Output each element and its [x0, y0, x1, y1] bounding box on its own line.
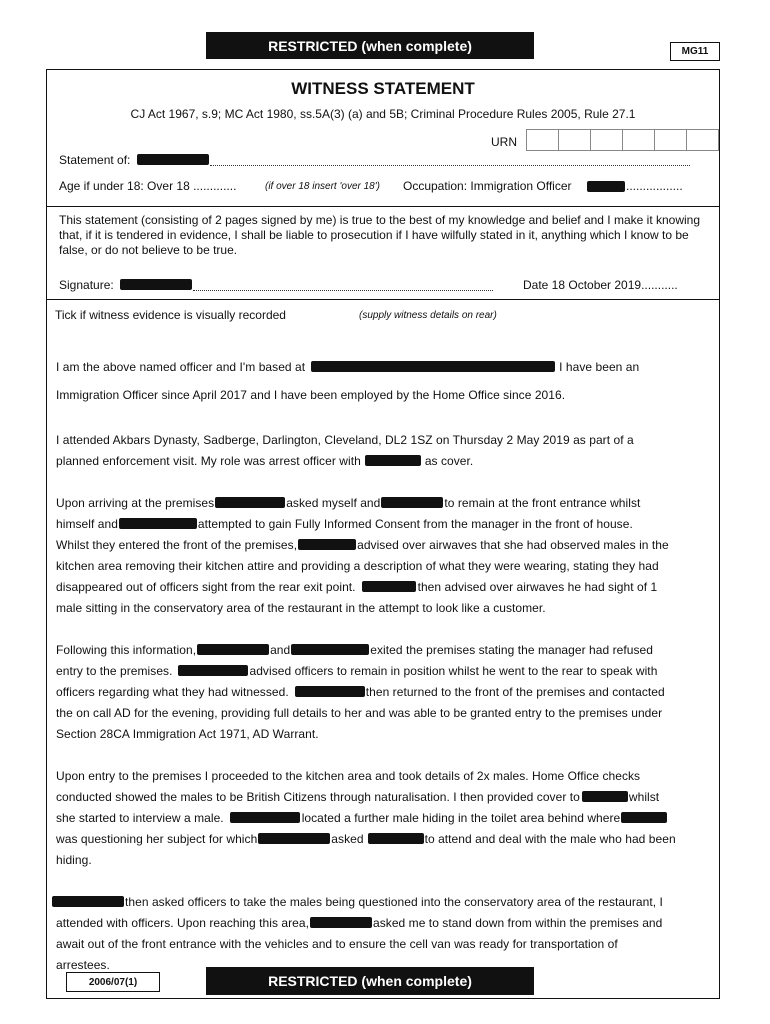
redaction-officer [362, 581, 416, 592]
redaction-signature [120, 279, 192, 290]
redaction-name [137, 154, 209, 165]
urn-box-2[interactable] [558, 129, 591, 151]
body-line-14: the on call AD for the evening, providing full details to her and was able to be granted entry to the premises under [56, 706, 663, 720]
urn-box-6[interactable] [686, 129, 719, 151]
body-line-23: await out of the front entrance with the vehicles and to ensure the cell van was ready for transportation of [56, 937, 618, 951]
form-code: MG11 [681, 46, 709, 57]
legislation-line: CJ Act 1967, s.9; MC Act 1980, ss.5A(3) (a) and 5B; Criminal Procedure Rules 2005, Rule 27.1 [130, 107, 636, 121]
form-title: WITNESS STATEMENT [291, 79, 475, 98]
statement-of-dots [210, 165, 690, 166]
signature-label: Signature: [59, 278, 114, 292]
divider-1 [47, 206, 719, 207]
body-line-4: planned enforcement visit. My role was arrest officer with as cover. [56, 454, 474, 468]
redaction-officer [215, 497, 285, 508]
occupation-dots: ................. [626, 179, 683, 193]
body-line-13: officers regarding what they had witnessed. then returned to the front of the premises and contacted [56, 685, 665, 699]
redaction-officer [365, 455, 421, 466]
restricted-banner-bottom-text: RESTRICTED (when complete) [268, 973, 472, 989]
form-version-box [66, 972, 160, 992]
occupation-label: Occupation: Immigration Officer [403, 179, 572, 193]
body-line-7: Whilst they entered the front of the premises, advised over airwaves that she had observed males in the [56, 538, 669, 552]
redaction-officer [621, 812, 667, 823]
body-line-1: I am the above named officer and I'm based at I have been an [56, 360, 640, 374]
redaction-officer [291, 644, 369, 655]
body-line-19: was questioning her subject for which asked to attend and deal with the male who had been [56, 832, 676, 846]
body-line-12: entry to the premises. advised officers to remain in position whilst he went to the rear to speak with [56, 664, 658, 678]
redaction-officer [52, 896, 124, 907]
statement-of-label: Statement of: [59, 153, 131, 167]
urn-box-3[interactable] [590, 129, 623, 151]
body-line-3: I attended Akbars Dynasty, Sadberge, Darlington, Cleveland, DL2 1SZ on Thursday 2 May 2019 as part of a [56, 433, 634, 447]
tick-hint: (supply witness details on rear) [359, 310, 497, 321]
redaction-officer [582, 791, 628, 802]
urn-box-1[interactable] [526, 129, 559, 151]
body-line-5: Upon arriving at the premises asked myself and to remain at the front entrance whilst [56, 496, 641, 510]
urn-label: URN [491, 135, 517, 149]
body-line-18: she started to interview a male. located a further male hiding in the toilet area behind where [56, 811, 668, 825]
statement-frame [46, 69, 720, 999]
urn-box-4[interactable] [622, 129, 655, 151]
redaction-officer [230, 812, 300, 823]
age-hint: (if over 18 insert 'over 18') [265, 181, 380, 192]
redaction-officer [381, 497, 443, 508]
restricted-banner-top [206, 32, 534, 59]
redaction-officer [368, 833, 424, 844]
redaction-officer [295, 686, 365, 697]
redaction-occupation [587, 181, 625, 192]
body-line-10: male sitting in the conservatory area of the restaurant in the attempt to look like a customer. [56, 601, 546, 615]
body-line-16: Upon entry to the premises I proceeded to the kitchen area and took details of 2x males. Home Office checks [56, 769, 641, 783]
body-line-17: conducted showed the males to be British Citizens through naturalisation. I then provided cover to whilst [56, 790, 660, 804]
body-line-21: then asked officers to take the males being questioned into the conservatory area of the restaurant, I [52, 895, 663, 909]
form-version: 2006/07(1) [88, 976, 138, 988]
body-line-6: himself and attempted to gain Fully Informed Consent from the manager in the front of house. [56, 517, 633, 531]
declaration-text: This statement (consisting of 2 pages signed by me) is true to the best of my knowledge and belief and I make it knowing that, if it is tendered in evidence, I shall be liable to prosecution if I have wilfully stated in it, anything which I know to be false, or do not believe to be true. [59, 213, 701, 257]
body-line-8: kitchen area removing their kitchen attire and providing a description of what they were wearing, stating they had [56, 559, 659, 573]
divider-2 [47, 299, 719, 300]
body-line-9: disappeared out of officers sight from the rear exit point. then advised over airwaves he had sight of 1 [56, 580, 658, 594]
urn-box-5[interactable] [654, 129, 687, 151]
age-label: Age if under 18: Over 18 ............. [59, 179, 237, 193]
restricted-banner-bottom [206, 967, 534, 995]
body-line-22: attended with officers. Upon reaching this area, asked me to stand down from within the premises and [56, 916, 663, 930]
form-code-box [670, 42, 720, 61]
date-label: Date 18 October 2019........... [523, 278, 678, 292]
redaction-officer [310, 917, 372, 928]
restricted-banner-top-text: RESTRICTED (when complete) [268, 37, 472, 54]
redaction-officer [178, 665, 248, 676]
body-line-20: hiding. [56, 853, 92, 867]
body-line-24: arrestees. [56, 958, 110, 972]
body-line-15: Section 28CA Immigration Act 1971, AD Warrant. [56, 727, 319, 741]
body-line-11: Following this information, and exited the premises stating the manager had refused [56, 643, 653, 657]
redaction-officer [119, 518, 197, 529]
signature-dots [193, 290, 493, 291]
body-line-2: Immigration Officer since April 2017 and I have been employed by the Home Office since 2016. [56, 388, 566, 402]
tick-label: Tick if witness evidence is visually recorded [55, 308, 286, 322]
redaction-officer [197, 644, 269, 655]
redaction-location [311, 361, 555, 372]
redaction-officer [258, 833, 330, 844]
redaction-officer [298, 539, 356, 550]
